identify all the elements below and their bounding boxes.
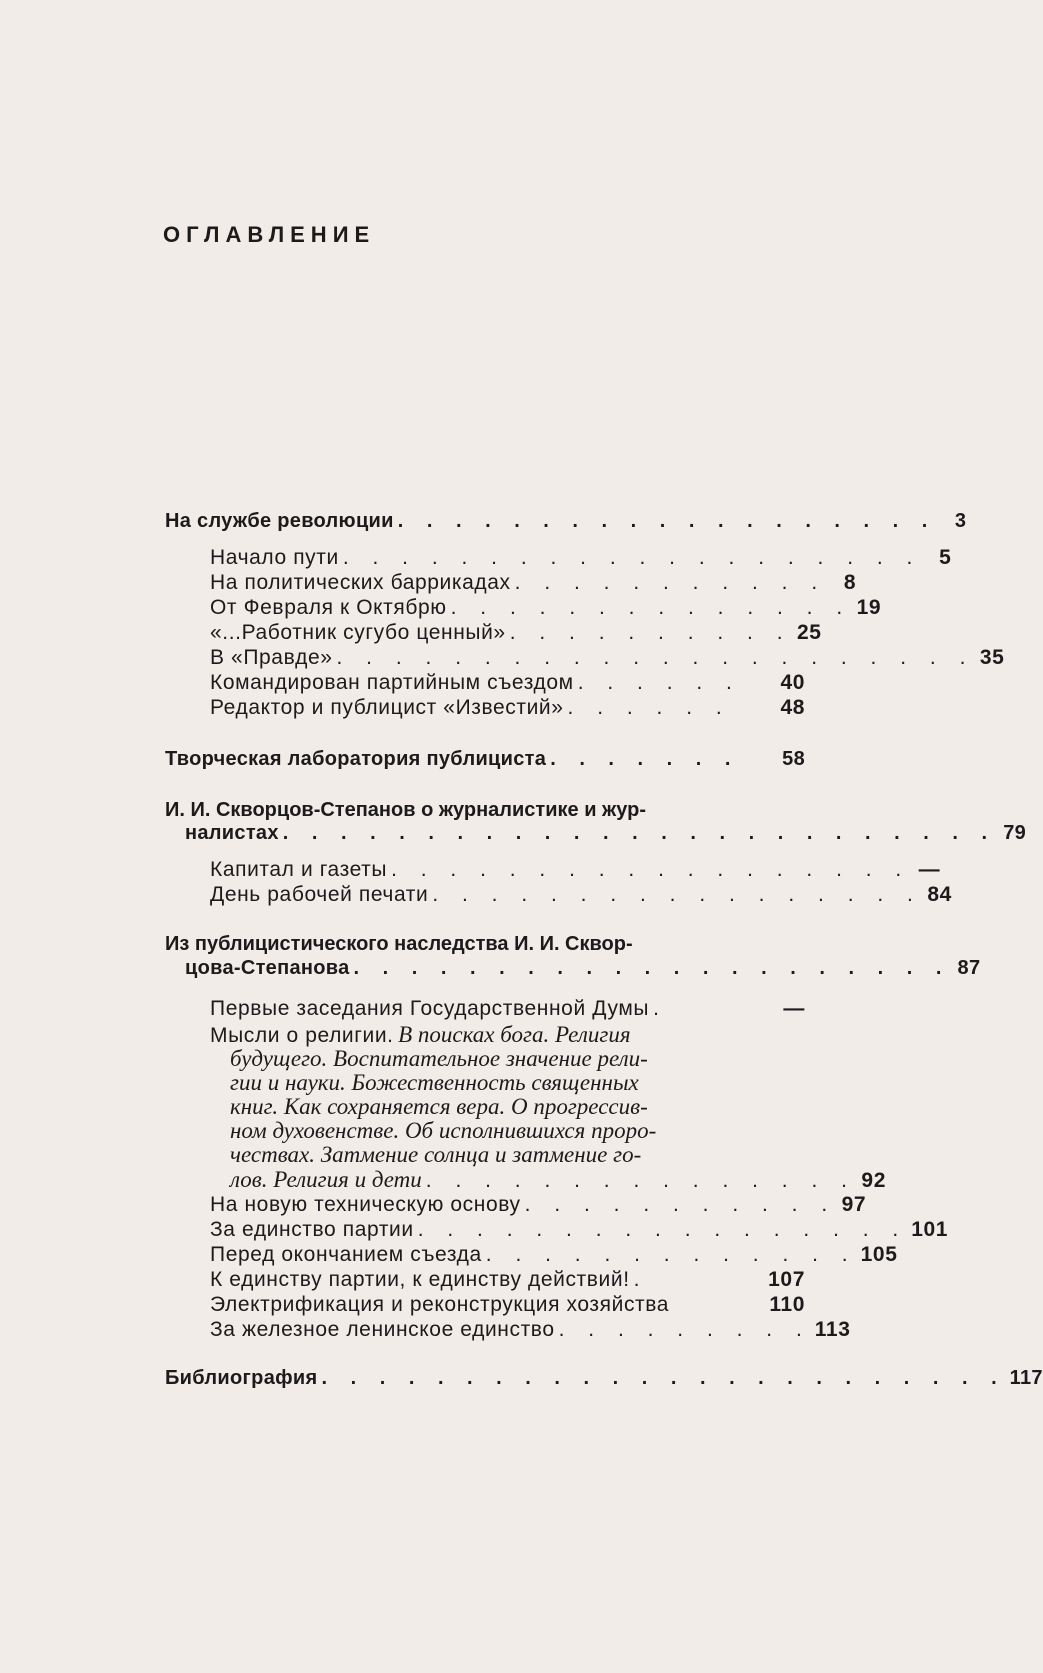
toc-entry[interactable] bbox=[210, 596, 882, 620]
toc-leader-dots: . . . . . . . . . . . . . . . . . bbox=[432, 883, 922, 906]
toc-entry-title: От Февраля к Октябрю bbox=[210, 596, 447, 619]
toc-leader-dots: . . . . . . . . . . . . . . . . . . . . . . bbox=[336, 646, 975, 669]
toc-page-number: — bbox=[783, 997, 805, 1020]
toc-page-number: 110 bbox=[769, 1293, 805, 1316]
toc-entry-title: Электрификация и реконструкция хозяйства bbox=[210, 1293, 670, 1316]
toc-entry[interactable] bbox=[210, 1293, 805, 1317]
toc-leader-dots: . . . . . . . . . . . . . . . bbox=[425, 1169, 856, 1192]
toc-entry[interactable] bbox=[185, 957, 981, 980]
toc-page-number: 117 bbox=[1009, 1367, 1043, 1389]
toc-entry-title: Начало пути bbox=[210, 546, 339, 569]
toc-entry-title: Перед окончанием съезда bbox=[210, 1243, 482, 1266]
toc-entry-title-plain: Мысли о религии. bbox=[210, 1024, 394, 1047]
toc-entry[interactable] bbox=[210, 621, 822, 645]
toc-entry-title: Творческая лаборатория публициста bbox=[165, 748, 547, 770]
toc-entry-italic-line: гии и науки. Божественность священных bbox=[230, 1070, 639, 1095]
toc-leader-dots: . . . . . . . . . . . . . . . . . . . . . . . . bbox=[321, 1367, 1006, 1389]
toc-page-number: 92 bbox=[861, 1169, 886, 1192]
toc-leader-dots: . . . . . . . . . . . . . . . . . . . . bbox=[342, 546, 922, 569]
toc-page-number: 48 bbox=[780, 696, 805, 719]
toc-entry-title: Командирован партийным съездом bbox=[210, 671, 574, 694]
toc-leader-dots: . . . . . . . . . bbox=[558, 1318, 811, 1341]
toc-page-number: 3 bbox=[954, 510, 967, 532]
toc-leader-dots: . . . . . . bbox=[577, 671, 741, 694]
toc-page-number: 40 bbox=[780, 671, 805, 694]
toc-page-number: 19 bbox=[856, 596, 882, 619]
toc-leader-dots: . . . . . . . . . . . . . . . . . . . . . . . . . bbox=[282, 822, 997, 844]
toc-page-number: 105 bbox=[860, 1243, 898, 1266]
toc-entry-italic-line: книг. Как сохраняется вера. О прогрессив- bbox=[230, 1094, 648, 1119]
toc-page-number: — bbox=[918, 858, 941, 881]
toc-entry[interactable] bbox=[210, 1268, 805, 1292]
toc-entry[interactable] bbox=[210, 646, 1005, 670]
toc-leader-dots: . bbox=[633, 1268, 649, 1291]
toc-entry-title: Библиография bbox=[165, 1367, 318, 1389]
toc-page-number: 35 bbox=[979, 646, 1005, 669]
toc-leader-dots: . . . . . . . . . . . . . . . . . bbox=[417, 1218, 908, 1241]
toc-entry-title: налистах bbox=[185, 822, 279, 844]
toc-entry-title: В «Правде» bbox=[210, 646, 333, 669]
toc-page-number: 8 bbox=[843, 571, 857, 594]
toc-entry[interactable] bbox=[210, 858, 941, 882]
toc-entry-title: На политических баррикадах bbox=[210, 571, 511, 594]
toc-entry[interactable] bbox=[210, 997, 805, 1021]
toc-entry-title: цова-Степанова bbox=[185, 957, 350, 979]
toc-leader-dots: . . . . . . . . . . . . . . bbox=[450, 596, 852, 619]
toc-entry-italic-line: чествах. Затмение солнца и затмение го- bbox=[230, 1142, 642, 1167]
toc-leader-dots: . . . . . . . . . . . . . . . . . . . bbox=[397, 510, 937, 532]
toc-entry-title: Редактор и публицист «Известий» bbox=[210, 696, 564, 719]
toc-entry-title-line1 bbox=[210, 1022, 631, 1048]
toc-leader-dots: . . . . . . . bbox=[550, 748, 740, 770]
toc-entry-title: лов. Религия и дети bbox=[230, 1167, 422, 1192]
toc-page-number: 101 bbox=[911, 1218, 949, 1241]
toc-entry-italic-line: ном духовенстве. Об исполнившихся проро- bbox=[230, 1118, 657, 1143]
toc-leader-dots: . . . . . . . . . . . bbox=[514, 571, 827, 594]
toc-entry-title: День рабочей печати bbox=[210, 883, 429, 906]
toc-entry-title-line1: И. И. Скворцов-Степанов о журналистике и жур- bbox=[165, 799, 646, 821]
toc-entry-title: На службе революции bbox=[165, 510, 394, 532]
toc-entry[interactable] bbox=[210, 571, 857, 595]
toc-entry[interactable] bbox=[210, 671, 805, 695]
toc-leader-dots: . . . . . . bbox=[567, 696, 731, 719]
toc-entry[interactable] bbox=[210, 1193, 867, 1217]
toc-entry[interactable] bbox=[230, 1167, 886, 1193]
toc-entry-title: На новую техническую основу bbox=[210, 1193, 521, 1216]
toc-leader-dots: . . . . . . . . . . . . . . . . . . bbox=[391, 858, 911, 881]
toc-entry-title: К единству партии, к единству действий! bbox=[210, 1268, 630, 1291]
toc-entry-title: «...Работник сугубо ценный» bbox=[210, 621, 506, 644]
toc-entry-title-italic: В поисках бога. Религия bbox=[398, 1022, 631, 1047]
toc-page-number: 97 bbox=[841, 1193, 867, 1216]
toc-entry[interactable] bbox=[210, 1243, 898, 1267]
toc-leader-dots: . . . . . . . . . . . . . . . . . . . . . bbox=[353, 957, 951, 979]
toc-leader-dots: . . . . . . . . . . bbox=[509, 621, 792, 644]
toc-page-number: 107 bbox=[768, 1268, 805, 1291]
toc-entry[interactable] bbox=[165, 510, 967, 533]
toc-leader-dots: . . . . . . . . . . . bbox=[524, 1193, 837, 1216]
toc-entry[interactable] bbox=[165, 748, 805, 771]
toc-entry-italic-line: будущего. Воспитательное значение рели- bbox=[230, 1046, 648, 1071]
toc-leader-dots: . . . . . . . . . . . . . bbox=[485, 1243, 857, 1266]
toc-entry-title: Капитал и газеты bbox=[210, 858, 388, 881]
toc-page-number: 113 bbox=[814, 1318, 851, 1341]
toc-page-number: 79 bbox=[1003, 822, 1027, 844]
toc-leader-dots: . bbox=[653, 997, 668, 1020]
toc-entry-title-line1: Из публицистического наследства И. И. Сквор- bbox=[165, 933, 633, 955]
page-title: ОГЛАВЛЕНИЕ bbox=[163, 222, 376, 247]
toc-entry[interactable] bbox=[210, 546, 952, 570]
toc-page-number: 87 bbox=[957, 957, 981, 979]
toc-entry-title: Первые заседания Государственной Думы bbox=[210, 997, 650, 1020]
toc-entry[interactable] bbox=[210, 1318, 851, 1342]
toc-entry[interactable] bbox=[165, 1367, 1043, 1390]
toc-entry[interactable] bbox=[210, 696, 805, 720]
toc-entry[interactable] bbox=[210, 1218, 949, 1242]
toc-page-number: 25 bbox=[797, 621, 822, 644]
toc-entry-title: За железное ленинское единство bbox=[210, 1318, 555, 1341]
toc-entry[interactable] bbox=[185, 822, 1027, 845]
toc-page-number: 58 bbox=[782, 748, 805, 770]
toc-page-number: 5 bbox=[939, 546, 952, 569]
toc-entry-title: За единство партии bbox=[210, 1218, 414, 1241]
toc-entry[interactable] bbox=[210, 883, 952, 907]
toc-page-number: 84 bbox=[927, 883, 952, 906]
